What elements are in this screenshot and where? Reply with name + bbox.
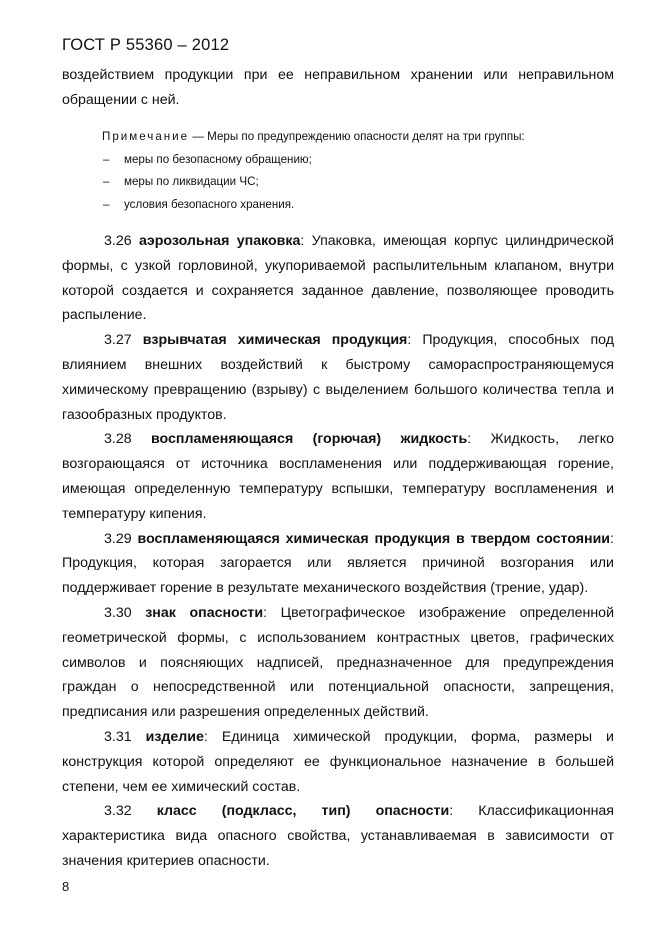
definition-term: аэрозольная упаковка [139,233,301,249]
definition-text: Цветографическое изображение определенной геометрической формы, с использованием контрастных цветов, графических символов и поясняющих надписей, предназначенное для предупреждения граждан о непосредственной или потенциальной опасности, запрещения, предписания или разрешения определенных действий. [62,604,614,721]
continuation-text: воздействием продукции при ее неправильном хранении или неправильном обращении с ней. [62,67,614,108]
definition-3-27: 3.27 взрывчатая химическая продукция: Продукция, способных под влиянием внешних воздействий к быстрому самораспространяющемуся химическому превращению (взрыву) с выделением большого количества тепла и газообразных продуктов. [62,332,614,423]
page-header: ГОСТ Р 55360 – 2012 [62,36,230,54]
definition-text: Продукция, которая загорается или является причиной возгорания или поддерживает горение в результате механического воздействия (трение, удар). [62,555,614,597]
definition-number: 3.28 [104,431,132,448]
note-item-text: меры по ликвидации ЧС; [124,175,259,189]
definition-text: Классификационная характеристика вида опасного свойства, устанавливаемая в зависимости от значения критериев опасности. [62,803,614,869]
continuation-paragraph [62,63,614,113]
note-item-text: условия безопасного хранения. [124,197,295,211]
note-bullet: – [103,197,110,211]
definition-number: 3.31 [104,728,132,745]
note-text: Меры по предупреждению опасности делят на три группы: [207,130,525,143]
definition-number: 3.29 [104,530,132,547]
definitions-list [62,229,614,874]
note-dash: — [192,130,204,143]
page-number: 8 [62,879,70,894]
note-heading [62,126,614,149]
note-item [62,194,614,217]
note-item [62,171,614,194]
definition-term: класс (подкласс, тип) опасности [156,803,450,820]
definition-3-28: 3.28 воспламеняющаяся (горючая) жидкость: Жидкость, легко возгорающаяся от источника воспламенения или поддерживающая горение, имеющая определенную температуру вспышки, температуру воспламенения и температуру кипения. [62,431,614,522]
definition-text: Упаковка, имеющая корпус цилиндрической формы, с узкой горловиной, укупориваемой распылительным клапаном, внутри которой создается и сохраняется заданное давление, позволяющее проводить распыление. [62,233,614,324]
note-bullet: – [103,175,110,189]
definition-term: воспламеняющаяся химическая продукция в твердом состоянии [137,530,611,547]
definition-3-31: 3.31 изделие: Единица химической продукции, форма, размеры и конструкция которой определяют ее функциональное назначение в большей степени, чем ее химический состав. [62,728,614,795]
definition-number: 3.32 [104,803,132,820]
note-item-text: меры по безопасному обращению; [124,152,312,166]
definition-number: 3.27 [104,332,132,349]
note-item [62,149,614,172]
definition-3-32: 3.32 класс (подкласс, тип) опасности: Классификационная характеристика вида опасного свойства, устанавливаемая в зависимости от значения критериев опасности. [62,803,614,869]
note-block [62,126,614,216]
definition-term: взрывчатая химическая продукция [142,332,408,349]
definition-term: изделие [145,728,204,745]
definition-3-29: 3.29 воспламеняющаяся химическая продукция в твердом состоянии: Продукция, которая загорается или является причиной возгорания или поддерживает горение в результате механического воздействия (трение, удар). [62,530,614,597]
definition-3-26: 3.26 аэрозольная упаковка: Упаковка, имеющая корпус цилиндрической формы, с узкой горловиной, укупориваемой распылительным клапаном, внутри которой создается и сохраняется заданное давление, позволяющее проводить распыление. [62,233,614,324]
definition-text: Единица химической продукции, форма, размеры и конструкция которой определяют ее функциональное назначение в большей степени, чем ее химический состав. [62,728,614,795]
definition-term: воспламеняющаяся (горючая) жидкость [151,431,468,448]
note-bullet: – [103,152,110,166]
definition-term: знак опасности [145,604,264,621]
note-label: Примечание [102,130,190,143]
definition-number: 3.30 [104,604,132,621]
definition-number: 3.26 [104,233,132,249]
definition-3-30: 3.30 знак опасности: Цветографическое изображение определенной геометрической формы, с использованием контрастных цветов, графических символов и поясняющих надписей, предназначенное для предупреждения граждан о непосредственной или потенциальной опасности, запрещения, предписания или разрешения определенных действий. [62,604,614,721]
definition-text: Продукция, способных под влиянием внешних воздействий к быстрому самораспространяющемуся химическому превращению (взрыву) с выделением большого количества тепла и газообразных продуктов. [62,332,614,423]
definition-text: Жидкость, легко возгорающаяся от источника воспламенения или поддерживающая горение, имеющая определенную температуру вспышки, температуру воспламенения и температуру кипения. [62,431,614,522]
